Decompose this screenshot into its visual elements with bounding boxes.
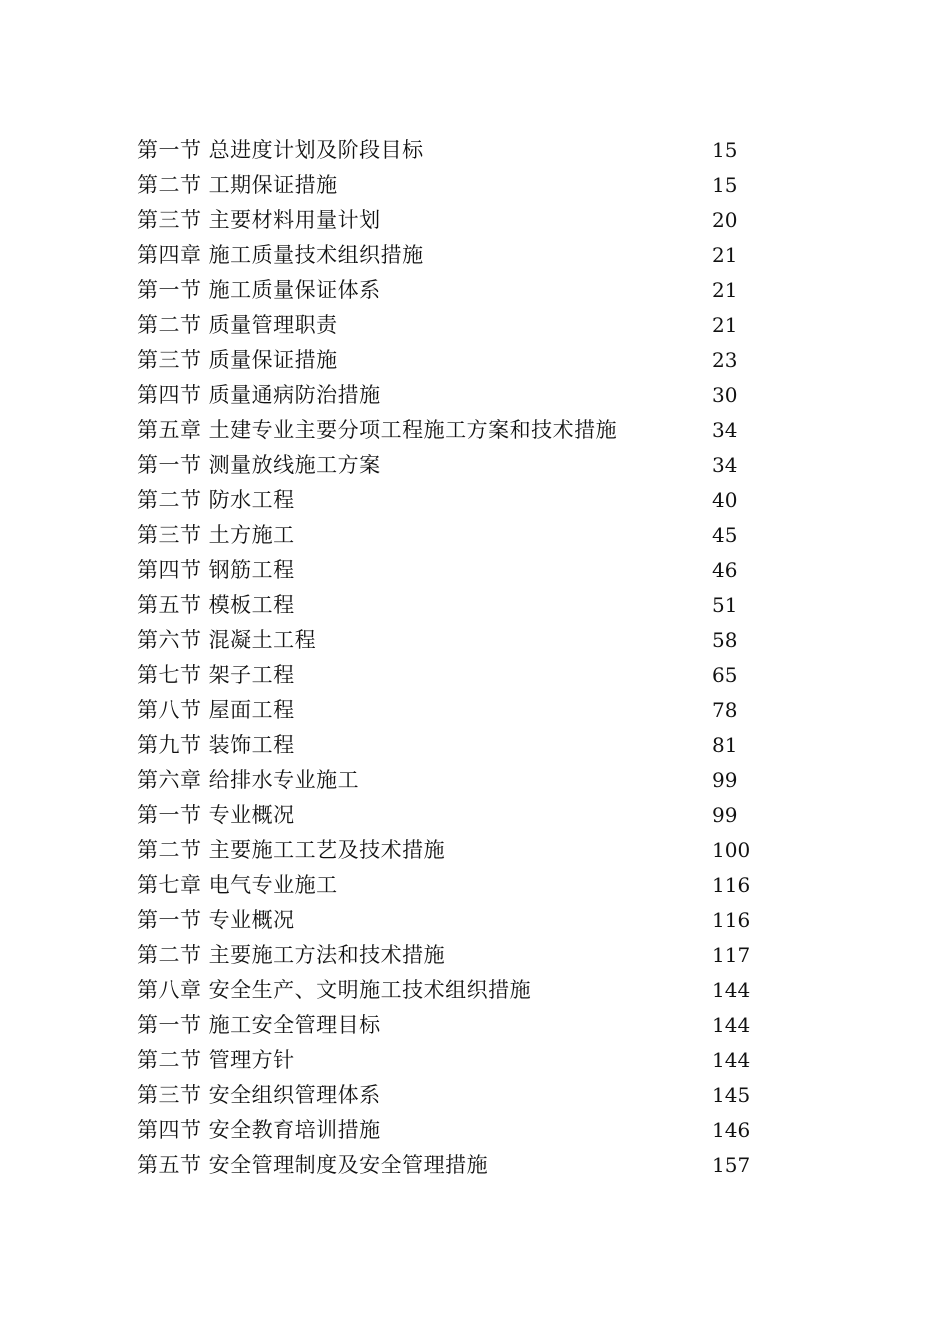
toc-entry-page-number: 46 xyxy=(712,558,738,582)
toc-entry-label: 第五章 土建专业主要分项工程施工方案和技术措施 xyxy=(137,418,618,442)
toc-entry-page-number: 21 xyxy=(712,278,738,302)
toc-entry xyxy=(137,623,757,658)
toc-entry-page-number: 21 xyxy=(712,243,738,267)
toc-entry-page-number: 99 xyxy=(712,768,738,792)
toc-entry-label: 第六节 混凝土工程 xyxy=(137,628,317,652)
toc-entry-label: 第三节 安全组织管理体系 xyxy=(137,1083,381,1107)
toc-entry-page-number: 34 xyxy=(712,418,738,442)
toc-entry-label: 第二节 主要施工工艺及技术措施 xyxy=(137,838,446,862)
toc-entry-label: 第二节 质量管理职责 xyxy=(137,313,338,337)
toc-entry xyxy=(137,238,757,273)
toc-entry-label: 第六章 给排水专业施工 xyxy=(137,768,360,792)
toc-entry xyxy=(137,273,757,308)
toc-entry-label: 第一节 施工质量保证体系 xyxy=(137,278,381,302)
toc-entry-label: 第四节 质量通病防治措施 xyxy=(137,383,381,407)
toc-entry xyxy=(137,1113,757,1148)
toc-entry-page-number: 117 xyxy=(712,943,751,967)
toc-entry xyxy=(137,1148,757,1183)
toc-entry-label: 第一节 测量放线施工方案 xyxy=(137,453,381,477)
toc-entry-label: 第八节 屋面工程 xyxy=(137,698,295,722)
toc-entry-page-number: 34 xyxy=(712,453,738,477)
toc-entry-label: 第三节 土方施工 xyxy=(137,523,295,547)
toc-entry-page-number: 157 xyxy=(712,1153,751,1177)
toc-entry xyxy=(137,448,757,483)
toc-entry-label: 第四节 钢筋工程 xyxy=(137,558,295,582)
toc-entry xyxy=(137,833,757,868)
toc-entry-page-number: 30 xyxy=(712,383,738,407)
toc-entry xyxy=(137,1008,757,1043)
toc-entry xyxy=(137,658,757,693)
toc-entry xyxy=(137,798,757,833)
toc-entry-label: 第九节 装饰工程 xyxy=(137,733,295,757)
toc-entry xyxy=(137,168,757,203)
toc-entry xyxy=(137,1043,757,1078)
toc-entry-page-number: 144 xyxy=(712,1013,751,1037)
toc-entry xyxy=(137,413,757,448)
toc-entry-label: 第七章 电气专业施工 xyxy=(137,873,338,897)
toc-entry-page-number: 15 xyxy=(712,173,738,197)
toc-entry xyxy=(137,343,757,378)
toc-entry-page-number: 20 xyxy=(712,208,738,232)
toc-entry xyxy=(137,308,757,343)
toc-entry xyxy=(137,1078,757,1113)
toc-entry-label: 第三节 质量保证措施 xyxy=(137,348,338,372)
toc-entry-label: 第八章 安全生产、文明施工技术组织措施 xyxy=(137,978,532,1002)
toc-entry-label: 第五节 模板工程 xyxy=(137,593,295,617)
toc-entry xyxy=(137,693,757,728)
toc-entry xyxy=(137,203,757,238)
toc-entry-label: 第一节 专业概况 xyxy=(137,803,295,827)
toc-entry xyxy=(137,133,757,168)
toc-entry-page-number: 58 xyxy=(712,628,738,652)
toc-entry-page-number: 144 xyxy=(712,1048,751,1072)
toc-entry xyxy=(137,903,757,938)
toc-entry xyxy=(137,868,757,903)
toc-entry-label: 第一节 总进度计划及阶段目标 xyxy=(137,138,424,162)
toc-entry-page-number: 145 xyxy=(712,1083,751,1107)
toc-entry-page-number: 21 xyxy=(712,313,738,337)
toc-entry-label: 第四章 施工质量技术组织措施 xyxy=(137,243,424,267)
toc-entry-page-number: 81 xyxy=(712,733,738,757)
toc-entry-page-number: 99 xyxy=(712,803,738,827)
toc-entry-page-number: 45 xyxy=(712,523,738,547)
toc-entry xyxy=(137,938,757,973)
toc-entry-page-number: 116 xyxy=(712,873,751,897)
toc-entry-page-number: 15 xyxy=(712,138,738,162)
toc-entry-page-number: 146 xyxy=(712,1118,751,1142)
toc-entry xyxy=(137,518,757,553)
toc-entry xyxy=(137,483,757,518)
toc-entry-page-number: 116 xyxy=(712,908,751,932)
toc-entry-label: 第一节 施工安全管理目标 xyxy=(137,1013,381,1037)
toc-entry xyxy=(137,763,757,798)
toc-entry-label: 第二节 主要施工方法和技术措施 xyxy=(137,943,446,967)
toc-entry xyxy=(137,553,757,588)
toc-entry xyxy=(137,973,757,1008)
toc-entry-page-number: 40 xyxy=(712,488,738,512)
toc-entry-label: 第二节 管理方针 xyxy=(137,1048,295,1072)
toc-entry xyxy=(137,728,757,763)
toc-entry-page-number: 51 xyxy=(712,593,738,617)
toc-entry-label: 第三节 主要材料用量计划 xyxy=(137,208,381,232)
toc-entry-label: 第二节 防水工程 xyxy=(137,488,295,512)
toc-entry-label: 第五节 安全管理制度及安全管理措施 xyxy=(137,1153,489,1177)
toc-entry-label: 第四节 安全教育培训措施 xyxy=(137,1118,381,1142)
toc-entry-page-number: 78 xyxy=(712,698,738,722)
toc-entry-label: 第七节 架子工程 xyxy=(137,663,295,687)
toc-entry-label: 第二节 工期保证措施 xyxy=(137,173,338,197)
toc-entry-page-number: 65 xyxy=(712,663,738,687)
table-of-contents xyxy=(137,133,757,1183)
toc-entry-page-number: 23 xyxy=(712,348,738,372)
toc-entry xyxy=(137,378,757,413)
toc-entry-label: 第一节 专业概况 xyxy=(137,908,295,932)
toc-entry-page-number: 144 xyxy=(712,978,751,1002)
toc-entry-page-number: 100 xyxy=(712,838,751,862)
toc-entry xyxy=(137,588,757,623)
